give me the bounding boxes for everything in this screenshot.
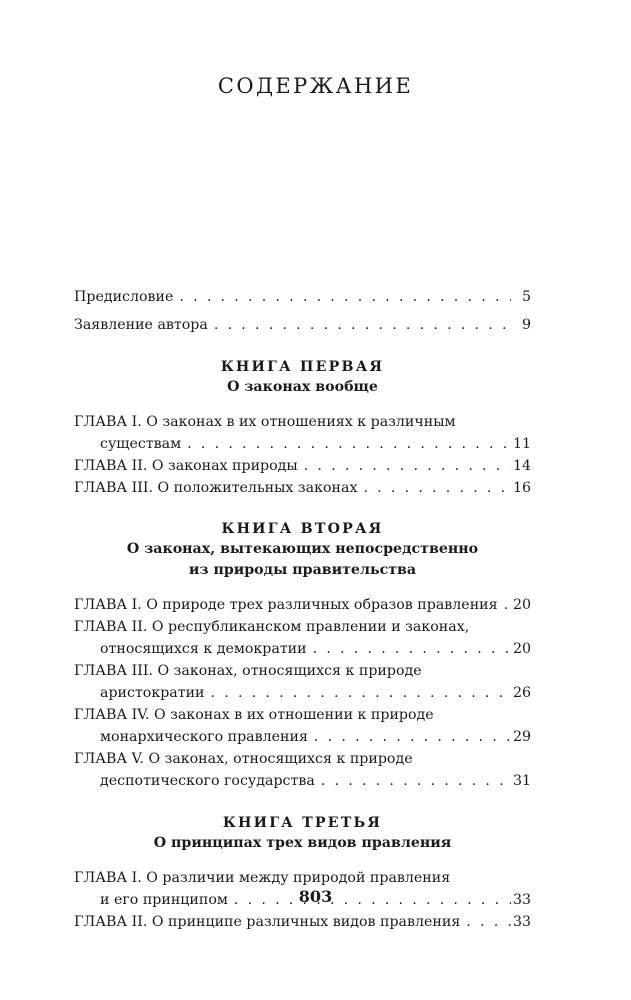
book-subtitle: О законах, вытекающих непосредственно [126, 541, 479, 557]
toc-chapter-first-line: ГЛАВА III. О законах, относящихся к природе [74, 663, 422, 679]
toc-chapter[interactable] [74, 594, 531, 616]
dot-leader [314, 726, 511, 748]
toc-chapter[interactable] [74, 911, 531, 933]
toc-chapter-page: 33 [512, 914, 531, 930]
toc-entry-page: 9 [521, 317, 531, 333]
book-title: КНИГА ПЕРВАЯ [220, 359, 385, 375]
toc-chapter-label: ГЛАВА II. О принципе различных видов правления [74, 914, 461, 930]
book-heading-3 [74, 813, 531, 854]
dot-leader [466, 911, 511, 933]
toc-entry-label: Заявление автора [74, 317, 208, 333]
toc-chapter-label: монархического правления [100, 729, 308, 745]
toc-entry-label: Предисловие [74, 289, 174, 305]
book-heading-2 [74, 519, 531, 581]
dot-leader [179, 286, 511, 308]
table-of-contents [74, 286, 531, 933]
toc-chapter-first-line: ГЛАВА I. О различии между природой правления [74, 870, 451, 886]
toc-chapter-first-line: ГЛАВА IV. О законах в их отношении к природе [74, 707, 434, 723]
toc-chapter[interactable] [74, 704, 531, 748]
toc-chapter-page: 33 [512, 892, 531, 908]
toc-chapter-label: существам [100, 436, 182, 452]
page-number: 803 [298, 887, 333, 906]
toc-entry-author-statement[interactable] [74, 314, 531, 336]
toc-chapter[interactable] [74, 477, 531, 499]
book-heading-1 [74, 357, 531, 398]
dot-leader [187, 433, 511, 455]
book-subtitle: О законах вообще [227, 379, 378, 395]
toc-chapter-page: 16 [512, 480, 531, 496]
dot-leader [363, 477, 510, 499]
toc-chapter[interactable] [74, 455, 531, 477]
toc-entry-page: 5 [521, 289, 531, 305]
toc-chapter-label: ГЛАВА II. О законах природы [74, 458, 298, 474]
toc-chapter-page: 20 [512, 641, 531, 657]
toc-chapter[interactable] [74, 748, 531, 792]
toc-chapter[interactable] [74, 411, 531, 455]
toc-chapter-label: ГЛАВА III. О положительных законах [74, 480, 358, 496]
toc-chapter[interactable] [74, 616, 531, 660]
toc-chapter-label: и его принципом [100, 892, 228, 908]
toc-entry-preface[interactable] [74, 286, 531, 308]
toc-chapter-label: ГЛАВА I. О природе трех различных образов правления [74, 597, 498, 613]
dot-leader [313, 638, 511, 660]
dot-leader [211, 682, 511, 704]
toc-chapter-first-line: ГЛАВА I. О законах в их отношениях к различным [74, 414, 456, 430]
book-subtitle: из природы правительства [188, 562, 417, 578]
page-title: СОДЕРЖАНИЕ [217, 74, 414, 98]
dot-leader [304, 455, 511, 477]
toc-chapter-page: 20 [512, 597, 531, 613]
dot-leader [321, 770, 511, 792]
toc-chapter-label: относящихся к демократии [100, 641, 307, 657]
toc-chapter-page: 29 [512, 729, 531, 745]
book-title: КНИГА ВТОРАЯ [221, 521, 384, 537]
book-title: КНИГА ТРЕТЬЯ [222, 815, 383, 831]
toc-chapter-page: 26 [512, 685, 531, 701]
toc-chapter-page: 31 [512, 773, 531, 789]
toc-chapter-first-line: ГЛАВА II. О республиканском правлении и законах, [74, 619, 470, 635]
toc-chapter-label: деспотического государства [100, 773, 315, 789]
toc-chapter-label: аристократии [100, 685, 205, 701]
toc-chapter[interactable] [74, 660, 531, 704]
book-subtitle: О принципах трех видов правления [153, 835, 452, 851]
toc-chapter-first-line: ГЛАВА V. О законах, относящихся к природе [74, 751, 413, 767]
toc-chapter-page: 11 [512, 436, 531, 452]
toc-chapter-page: 14 [512, 458, 531, 474]
dot-leader [504, 594, 511, 616]
dot-leader [214, 314, 511, 336]
